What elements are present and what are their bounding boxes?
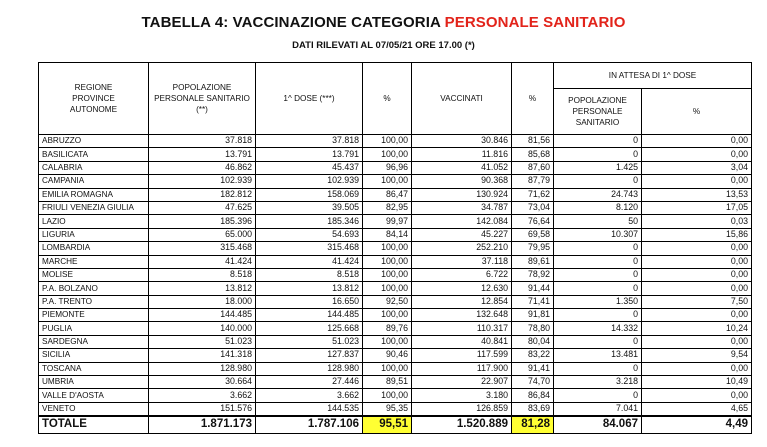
cell-vaccinated: 11.816: [412, 148, 512, 161]
total-region: TOTALE: [39, 416, 149, 434]
cell-waiting-pct: 10,24: [642, 322, 752, 335]
cell-population: 65.000: [149, 228, 256, 241]
cell-pct-first-dose: 82,95: [363, 201, 412, 214]
header-waiting-population: POPOLAZIONE PERSONALE SANITARIO: [554, 89, 642, 135]
cell-first-dose: 158.069: [256, 188, 363, 201]
cell-pct-first-dose: 90,46: [363, 349, 412, 362]
cell-waiting-pct: 3,04: [642, 161, 752, 174]
header-pct-vaccinated: %: [512, 63, 554, 135]
cell-population: 3.662: [149, 389, 256, 402]
cell-population: 315.468: [149, 242, 256, 255]
cell-waiting-population: 0: [554, 255, 642, 268]
cell-region: VENETO: [39, 402, 149, 416]
table-row: [39, 228, 752, 241]
cell-pct-vaccinated: 76,64: [512, 215, 554, 228]
cell-waiting-pct: 0,00: [642, 255, 752, 268]
cell-waiting-population: 0: [554, 282, 642, 295]
cell-vaccinated: 142.084: [412, 215, 512, 228]
cell-pct-vaccinated: 83,69: [512, 402, 554, 416]
table-row: [39, 349, 752, 362]
cell-first-dose: 37.818: [256, 135, 363, 148]
total-vaccinated: 1.520.889: [412, 416, 512, 434]
cell-pct-first-dose: 100,00: [363, 242, 412, 255]
cell-region: TOSCANA: [39, 362, 149, 375]
cell-waiting-pct: 0,00: [642, 309, 752, 322]
cell-pct-vaccinated: 85,68: [512, 148, 554, 161]
cell-population: 30.664: [149, 376, 256, 389]
title-prefix: TABELLA 4: VACCINAZIONE CATEGORIA: [141, 14, 445, 31]
cell-waiting-population: 1.350: [554, 295, 642, 308]
table-row: [39, 362, 752, 375]
table-body: [39, 135, 752, 434]
cell-first-dose: 125.668: [256, 322, 363, 335]
cell-pct-first-dose: 100,00: [363, 309, 412, 322]
cell-waiting-pct: 7,50: [642, 295, 752, 308]
cell-region: CALABRIA: [39, 161, 149, 174]
cell-vaccinated: 110.317: [412, 322, 512, 335]
cell-vaccinated: 22.907: [412, 376, 512, 389]
table-row: [39, 322, 752, 335]
cell-waiting-pct: 0,00: [642, 148, 752, 161]
cell-population: 13.812: [149, 282, 256, 295]
cell-vaccinated: 34.787: [412, 201, 512, 214]
cell-vaccinated: 130.924: [412, 188, 512, 201]
cell-region: MOLISE: [39, 268, 149, 281]
table-row: [39, 188, 752, 201]
cell-vaccinated: 90.368: [412, 175, 512, 188]
cell-first-dose: 144.535: [256, 402, 363, 416]
cell-waiting-population: 0: [554, 335, 642, 348]
cell-first-dose: 315.468: [256, 242, 363, 255]
table-row: [39, 255, 752, 268]
cell-vaccinated: 6.722: [412, 268, 512, 281]
cell-pct-first-dose: 95,35: [363, 402, 412, 416]
cell-vaccinated: 252.210: [412, 242, 512, 255]
cell-pct-first-dose: 100,00: [363, 282, 412, 295]
cell-region: FRIULI VENEZIA GIULIA: [39, 201, 149, 214]
cell-population: 144.485: [149, 309, 256, 322]
cell-waiting-pct: 15,86: [642, 228, 752, 241]
cell-waiting-population: 0: [554, 309, 642, 322]
header-waiting-pct: %: [642, 89, 752, 135]
cell-vaccinated: 12.854: [412, 295, 512, 308]
cell-pct-first-dose: 100,00: [363, 268, 412, 281]
cell-vaccinated: 37.118: [412, 255, 512, 268]
cell-region: CAMPANIA: [39, 175, 149, 188]
cell-vaccinated: 40.841: [412, 335, 512, 348]
cell-waiting-population: 0: [554, 362, 642, 375]
cell-waiting-population: 10.307: [554, 228, 642, 241]
cell-first-dose: 102.939: [256, 175, 363, 188]
cell-waiting-population: 0: [554, 148, 642, 161]
cell-population: 102.939: [149, 175, 256, 188]
cell-pct-vaccinated: 74,70: [512, 376, 554, 389]
cell-waiting-pct: 0,00: [642, 282, 752, 295]
cell-pct-first-dose: 100,00: [363, 148, 412, 161]
total-first-dose: 1.787.106: [256, 416, 363, 434]
cell-waiting-pct: 4,65: [642, 402, 752, 416]
cell-region: BASILICATA: [39, 148, 149, 161]
total-pct-first-dose: 95,51: [363, 416, 412, 434]
total-population: 1.871.173: [149, 416, 256, 434]
cell-first-dose: 45.437: [256, 161, 363, 174]
table-row: [39, 161, 752, 174]
cell-region: ABRUZZO: [39, 135, 149, 148]
cell-region: PUGLIA: [39, 322, 149, 335]
cell-waiting-population: 24.743: [554, 188, 642, 201]
cell-waiting-population: 50: [554, 215, 642, 228]
cell-waiting-pct: 0,00: [642, 135, 752, 148]
cell-waiting-population: 0: [554, 268, 642, 281]
cell-waiting-population: 13.481: [554, 349, 642, 362]
cell-pct-vaccinated: 80,04: [512, 335, 554, 348]
cell-pct-first-dose: 100,00: [363, 255, 412, 268]
cell-pct-first-dose: 84,14: [363, 228, 412, 241]
cell-first-dose: 16.650: [256, 295, 363, 308]
cell-population: 8.518: [149, 268, 256, 281]
cell-pct-vaccinated: 91,81: [512, 309, 554, 322]
total-pct-vaccinated: 81,28: [512, 416, 554, 434]
cell-pct-first-dose: 89,51: [363, 376, 412, 389]
cell-waiting-pct: 10,49: [642, 376, 752, 389]
cell-first-dose: 128.980: [256, 362, 363, 375]
cell-pct-first-dose: 100,00: [363, 362, 412, 375]
header-first-dose: 1^ DOSE (***): [256, 63, 363, 135]
cell-pct-first-dose: 100,00: [363, 389, 412, 402]
cell-first-dose: 127.837: [256, 349, 363, 362]
table-row: [39, 309, 752, 322]
cell-first-dose: 41.424: [256, 255, 363, 268]
cell-region: LOMBARDIA: [39, 242, 149, 255]
header-population: POPOLAZIONE PERSONALE SANITARIO (**): [149, 63, 256, 135]
cell-population: 128.980: [149, 362, 256, 375]
cell-first-dose: 51.023: [256, 335, 363, 348]
cell-first-dose: 144.485: [256, 309, 363, 322]
cell-vaccinated: 45.227: [412, 228, 512, 241]
table-row: [39, 148, 752, 161]
cell-pct-first-dose: 99,97: [363, 215, 412, 228]
table-row: [39, 268, 752, 281]
cell-waiting-population: 1.425: [554, 161, 642, 174]
cell-region: LIGURIA: [39, 228, 149, 241]
table-row: [39, 215, 752, 228]
cell-pct-vaccinated: 81,56: [512, 135, 554, 148]
cell-waiting-population: 14.332: [554, 322, 642, 335]
cell-vaccinated: 132.648: [412, 309, 512, 322]
cell-waiting-pct: 0,00: [642, 175, 752, 188]
cell-pct-vaccinated: 86,84: [512, 389, 554, 402]
cell-vaccinated: 41.052: [412, 161, 512, 174]
cell-pct-vaccinated: 78,80: [512, 322, 554, 335]
cell-vaccinated: 12.630: [412, 282, 512, 295]
cell-population: 47.625: [149, 201, 256, 214]
cell-waiting-pct: 17,05: [642, 201, 752, 214]
cell-waiting-population: 0: [554, 175, 642, 188]
cell-pct-vaccinated: 71,62: [512, 188, 554, 201]
table-title: [0, 14, 767, 31]
cell-pct-first-dose: 92,50: [363, 295, 412, 308]
cell-population: 13.791: [149, 148, 256, 161]
cell-pct-first-dose: 96,96: [363, 161, 412, 174]
cell-vaccinated: 30.846: [412, 135, 512, 148]
table-row: [39, 201, 752, 214]
table-row: [39, 242, 752, 255]
cell-waiting-pct: 0,00: [642, 268, 752, 281]
header-pct-first-dose: %: [363, 63, 412, 135]
cell-pct-vaccinated: 83,22: [512, 349, 554, 362]
header-waiting-group: IN ATTESA DI 1^ DOSE: [554, 63, 752, 89]
cell-region: UMBRIA: [39, 376, 149, 389]
cell-region: LAZIO: [39, 215, 149, 228]
header-region: REGIONE PROVINCE AUTONOME: [39, 63, 149, 135]
cell-pct-vaccinated: 79,95: [512, 242, 554, 255]
cell-population: 51.023: [149, 335, 256, 348]
cell-waiting-pct: 13,53: [642, 188, 752, 201]
cell-pct-first-dose: 100,00: [363, 175, 412, 188]
cell-pct-first-dose: 100,00: [363, 135, 412, 148]
cell-population: 185.396: [149, 215, 256, 228]
cell-pct-vaccinated: 89,61: [512, 255, 554, 268]
cell-waiting-pct: 0,00: [642, 389, 752, 402]
cell-population: 41.424: [149, 255, 256, 268]
cell-population: 37.818: [149, 135, 256, 148]
cell-first-dose: 3.662: [256, 389, 363, 402]
cell-first-dose: 39.505: [256, 201, 363, 214]
cell-waiting-pct: 0,00: [642, 242, 752, 255]
total-row: [39, 416, 752, 434]
cell-region: P.A. TRENTO: [39, 295, 149, 308]
cell-pct-vaccinated: 91,41: [512, 362, 554, 375]
cell-waiting-population: 7.041: [554, 402, 642, 416]
vaccination-table: [38, 62, 752, 434]
cell-region: MARCHE: [39, 255, 149, 268]
cell-first-dose: 13.812: [256, 282, 363, 295]
cell-region: SICILIA: [39, 349, 149, 362]
table-row: [39, 335, 752, 348]
total-waiting-pct: 4,49: [642, 416, 752, 434]
cell-first-dose: 54.693: [256, 228, 363, 241]
cell-pct-vaccinated: 91,44: [512, 282, 554, 295]
cell-waiting-population: 0: [554, 242, 642, 255]
header-vaccinated: VACCINATI: [412, 63, 512, 135]
cell-waiting-population: 8.120: [554, 201, 642, 214]
cell-pct-vaccinated: 87,60: [512, 161, 554, 174]
cell-population: 182.812: [149, 188, 256, 201]
cell-pct-vaccinated: 78,92: [512, 268, 554, 281]
cell-waiting-population: 3.218: [554, 376, 642, 389]
cell-waiting-population: 0: [554, 389, 642, 402]
cell-first-dose: 8.518: [256, 268, 363, 281]
cell-waiting-pct: 9,54: [642, 349, 752, 362]
cell-first-dose: 185.346: [256, 215, 363, 228]
cell-region: SARDEGNA: [39, 335, 149, 348]
cell-population: 140.000: [149, 322, 256, 335]
cell-population: 18.000: [149, 295, 256, 308]
cell-pct-first-dose: 89,76: [363, 322, 412, 335]
cell-population: 151.576: [149, 402, 256, 416]
cell-region: EMILIA ROMAGNA: [39, 188, 149, 201]
cell-vaccinated: 126.859: [412, 402, 512, 416]
cell-region: P.A. BOLZANO: [39, 282, 149, 295]
cell-vaccinated: 117.599: [412, 349, 512, 362]
cell-pct-first-dose: 100,00: [363, 335, 412, 348]
title-highlight: PERSONALE SANITARIO: [444, 14, 626, 31]
cell-pct-first-dose: 86,47: [363, 188, 412, 201]
cell-waiting-pct: 0,00: [642, 335, 752, 348]
cell-vaccinated: 117.900: [412, 362, 512, 375]
table-row: [39, 389, 752, 402]
cell-pct-vaccinated: 69,58: [512, 228, 554, 241]
table-row: [39, 282, 752, 295]
cell-vaccinated: 3.180: [412, 389, 512, 402]
cell-waiting-population: 0: [554, 135, 642, 148]
cell-population: 141.318: [149, 349, 256, 362]
cell-waiting-pct: 0,03: [642, 215, 752, 228]
total-waiting-population: 84.067: [554, 416, 642, 434]
table-row: [39, 295, 752, 308]
cell-pct-vaccinated: 87,79: [512, 175, 554, 188]
cell-waiting-pct: 0,00: [642, 362, 752, 375]
table-row: [39, 175, 752, 188]
table-subtitle: DATI RILEVATI AL 07/05/21 ORE 17.00 (*): [292, 40, 475, 51]
table-row: [39, 402, 752, 416]
cell-region: PIEMONTE: [39, 309, 149, 322]
cell-region: VALLE D'AOSTA: [39, 389, 149, 402]
cell-population: 46.862: [149, 161, 256, 174]
cell-pct-vaccinated: 73,04: [512, 201, 554, 214]
table-row: [39, 376, 752, 389]
cell-first-dose: 27.446: [256, 376, 363, 389]
cell-pct-vaccinated: 71,41: [512, 295, 554, 308]
cell-first-dose: 13.791: [256, 148, 363, 161]
table-row: [39, 135, 752, 148]
